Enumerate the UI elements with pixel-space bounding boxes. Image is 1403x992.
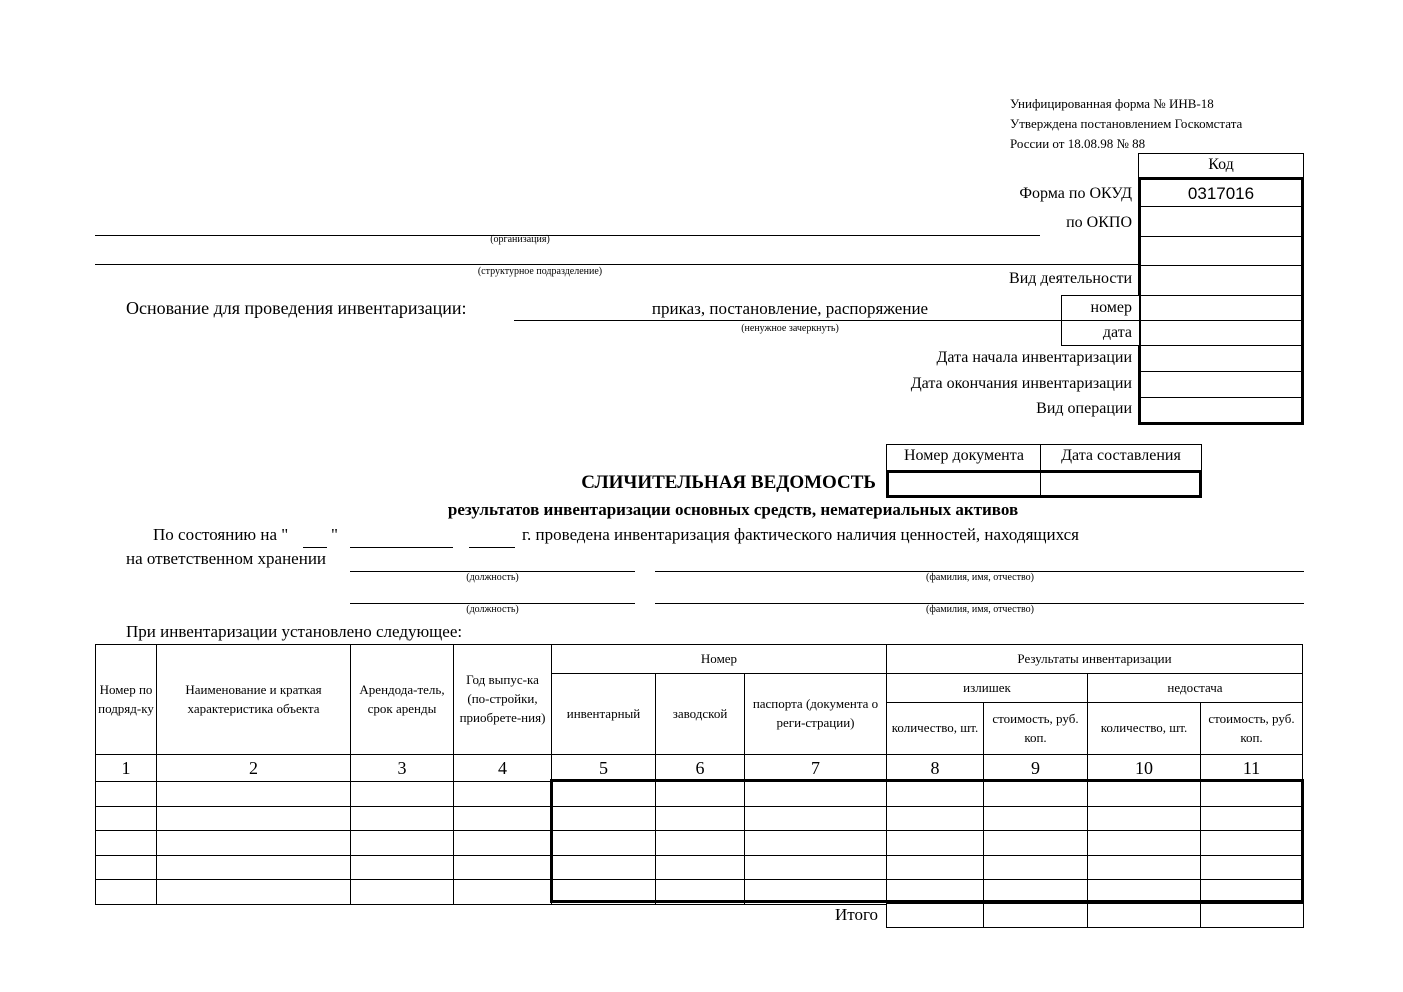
table-cell[interactable] — [157, 855, 351, 880]
table-cell[interactable] — [887, 806, 984, 831]
header-number-group: Номер — [552, 645, 887, 674]
table-cell[interactable] — [1088, 831, 1201, 856]
total-shortage-cost[interactable] — [1201, 904, 1303, 927]
year-field[interactable] — [469, 547, 515, 548]
header-shortage-cost: стоимость, руб. коп. — [1201, 703, 1303, 755]
table-row[interactable] — [96, 806, 1303, 831]
table-cell[interactable] — [887, 782, 984, 807]
table-cell[interactable] — [351, 880, 454, 905]
table-cell[interactable] — [351, 806, 454, 831]
total-surplus-cost[interactable] — [984, 904, 1087, 927]
table-cell[interactable] — [1088, 806, 1201, 831]
organization-caption: (организация) — [490, 234, 550, 245]
table-cell[interactable] — [454, 880, 552, 905]
total-label: Итого — [834, 905, 878, 924]
table-cell[interactable] — [454, 855, 552, 880]
header-lessor: Арендода-тель, срок аренды — [351, 645, 454, 755]
table-cell[interactable] — [984, 855, 1088, 880]
table-cell[interactable] — [454, 806, 552, 831]
table-cell[interactable] — [552, 806, 656, 831]
form-info-line: Утверждена постановлением Госкомстата — [1010, 116, 1243, 131]
column-number: 11 — [1201, 755, 1303, 782]
header-object-name: Наименование и краткая характеристика объекта — [157, 645, 351, 755]
table-cell[interactable] — [984, 806, 1088, 831]
basis-doc-divider — [1061, 320, 1140, 321]
column-number: 8 — [887, 755, 984, 782]
column-number: 4 — [454, 755, 552, 782]
state-quote-close: " — [331, 525, 338, 544]
form-info-line: Унифицированная форма № ИНВ-18 — [1010, 96, 1214, 111]
table-cell[interactable] — [984, 880, 1088, 905]
state-suffix: г. проведена инвентаризация фактического наличия ценностей, находящихся — [522, 525, 1079, 544]
table-cell[interactable] — [552, 782, 656, 807]
column-number: 10 — [1088, 755, 1201, 782]
code-divider — [1138, 206, 1304, 207]
table-cell[interactable] — [157, 831, 351, 856]
table-cell[interactable] — [887, 880, 984, 905]
start-date-label: Дата начала инвентаризации — [936, 349, 1132, 366]
day-field[interactable] — [303, 547, 327, 548]
column-number: 6 — [656, 755, 745, 782]
table-cell[interactable] — [1201, 782, 1303, 807]
table-cell[interactable] — [984, 831, 1088, 856]
table-cell[interactable] — [552, 880, 656, 905]
header-row-number: Номер по подряд-ку — [96, 645, 157, 755]
name-caption: (фамилия, имя, отчество) — [926, 604, 1034, 615]
table-cell[interactable] — [745, 782, 887, 807]
division-line[interactable] — [95, 264, 1138, 265]
header-shortage-qty: количество, шт. — [1088, 703, 1201, 755]
table-cell[interactable] — [1201, 880, 1303, 905]
total-surplus-qty[interactable] — [887, 904, 983, 927]
custody-label: на ответственном хранении — [126, 549, 327, 568]
table-cell[interactable] — [351, 831, 454, 856]
table-row[interactable] — [96, 831, 1303, 856]
code-divider — [1138, 236, 1304, 237]
okud-code-value[interactable]: 0317016 — [1187, 184, 1255, 203]
form-info-line: России от 18.08.98 № 88 — [1010, 136, 1146, 151]
table-cell[interactable] — [1201, 855, 1303, 880]
header-factory-number: заводской — [656, 674, 745, 755]
position-caption: (должность) — [466, 572, 519, 583]
table-cell[interactable] — [1201, 806, 1303, 831]
table-cell[interactable] — [1088, 782, 1201, 807]
table-cell[interactable] — [157, 880, 351, 905]
table-cell[interactable] — [157, 782, 351, 807]
basis-line[interactable] — [514, 320, 1061, 321]
table-cell[interactable] — [656, 782, 745, 807]
basis-caption: (ненужное зачеркнуть) — [741, 323, 839, 334]
okpo-label: по ОКПО — [1066, 214, 1132, 231]
basis-date-label: дата — [1102, 324, 1132, 341]
month-field[interactable] — [350, 547, 453, 548]
table-cell[interactable] — [1201, 831, 1303, 856]
total-shortage-qty[interactable] — [1088, 904, 1200, 927]
basis-label: Основание для проведения инвентаризации: — [126, 298, 467, 318]
table-cell[interactable] — [552, 855, 656, 880]
code-header: Код — [1138, 153, 1304, 178]
division-caption: (структурное подразделение) — [477, 266, 603, 277]
column-number: 5 — [552, 755, 656, 782]
table-row[interactable] — [96, 855, 1303, 880]
table-cell[interactable] — [656, 855, 745, 880]
header-results-group: Результаты инвентаризации — [887, 645, 1303, 674]
doc-title: СЛИЧИТЕЛЬНАЯ ВЕДОМОСТЬ — [581, 472, 876, 493]
header-year: Год выпус-ка (по-стройки, приобрете-ния) — [454, 645, 552, 755]
basis-options: приказ, постановление, распоряжение — [651, 299, 929, 318]
basis-number-label: номер — [1090, 299, 1132, 316]
inventory-table — [95, 644, 1303, 905]
code-divider — [1138, 371, 1304, 372]
table-cell[interactable] — [552, 831, 656, 856]
column-numbers-row — [96, 755, 1303, 782]
state-prefix: По состоянию на " — [153, 525, 289, 544]
table-cell[interactable] — [454, 831, 552, 856]
code-divider — [1138, 397, 1304, 398]
doc-subtitle: результатов инвентаризации основных средств, нематериальных активов — [447, 500, 1019, 519]
header-surplus-qty: количество, шт. — [887, 703, 984, 755]
column-number: 1 — [96, 755, 157, 782]
doc-number-header: Номер документа — [903, 447, 1025, 464]
header-inventory-number: инвентарный — [552, 674, 656, 755]
table-cell[interactable] — [96, 806, 157, 831]
table-intro: При инвентаризации установлено следующее: — [126, 622, 463, 641]
header-surplus: излишек — [887, 674, 1088, 703]
table-cell[interactable] — [984, 782, 1088, 807]
table-cell[interactable] — [887, 831, 984, 856]
end-date-label: Дата окончания инвентаризации — [910, 375, 1132, 392]
table-cell[interactable] — [454, 782, 552, 807]
activity-label: Вид деятельности — [1009, 270, 1132, 287]
table-cell[interactable] — [351, 855, 454, 880]
column-number: 7 — [745, 755, 887, 782]
table-cell[interactable] — [745, 831, 887, 856]
okud-label: Форма по ОКУД — [1019, 185, 1132, 202]
table-cell[interactable] — [656, 806, 745, 831]
table-cell[interactable] — [351, 782, 454, 807]
code-divider — [1138, 265, 1304, 266]
table-cell[interactable] — [656, 831, 745, 856]
name-caption: (фамилия, имя, отчество) — [926, 572, 1034, 583]
doc-values-frame[interactable] — [886, 470, 1202, 498]
code-frame — [1138, 177, 1304, 425]
code-divider — [1138, 345, 1304, 346]
form-info — [1010, 94, 1242, 154]
table-cell[interactable] — [745, 855, 887, 880]
table-cell[interactable] — [1088, 855, 1201, 880]
table-cell[interactable] — [1088, 880, 1201, 905]
table-cell[interactable] — [157, 806, 351, 831]
column-number: 2 — [157, 755, 351, 782]
table-cell[interactable] — [745, 880, 887, 905]
table-cell[interactable] — [887, 855, 984, 880]
doc-date-header: Дата составления — [1061, 447, 1181, 464]
table-cell[interactable] — [96, 782, 157, 807]
table-cell[interactable] — [656, 880, 745, 905]
header-surplus-cost: стоимость, руб. коп. — [984, 703, 1088, 755]
code-divider — [1138, 295, 1304, 296]
code-divider — [1138, 320, 1304, 321]
table-cell[interactable] — [745, 806, 887, 831]
table-cell[interactable] — [96, 831, 157, 856]
table-cell[interactable] — [96, 880, 157, 905]
column-number: 3 — [351, 755, 454, 782]
table-cell[interactable] — [96, 855, 157, 880]
column-number: 9 — [984, 755, 1088, 782]
position-caption: (должность) — [466, 604, 519, 615]
header-passport: паспорта (документа о реги-страции) — [745, 674, 887, 755]
table-row[interactable] — [96, 782, 1303, 807]
table-row[interactable] — [96, 880, 1303, 905]
header-shortage: недостача — [1088, 674, 1303, 703]
operation-label: Вид операции — [1036, 400, 1132, 417]
